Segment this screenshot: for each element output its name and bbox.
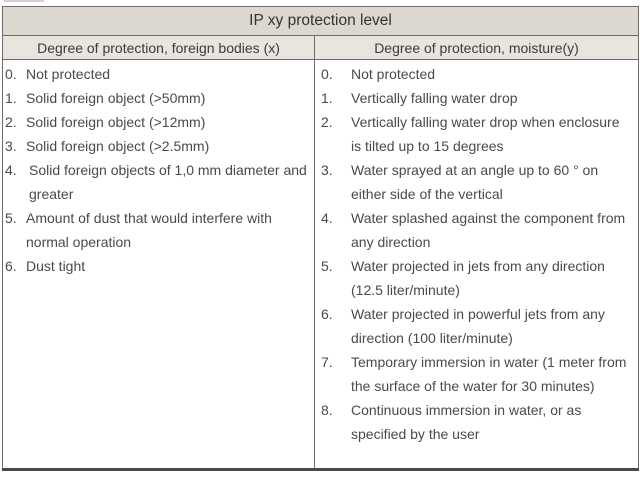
item-number: 2. xyxy=(5,114,17,130)
item-text: Vertically falling water drop when enclosure is tilted up to 15 degrees xyxy=(351,114,620,154)
list-item xyxy=(3,254,314,278)
list-item xyxy=(3,206,314,254)
item-number: 5. xyxy=(321,258,333,274)
list-item xyxy=(315,398,638,446)
foreign-bodies-cell xyxy=(3,60,315,470)
item-text: Continuous immersion in water, or as specified by the user xyxy=(351,402,582,442)
list-item xyxy=(315,254,638,302)
item-text: Temporary immersion in water (1 meter from the surface of the water for 30 minutes) xyxy=(351,354,627,394)
item-number: 1. xyxy=(5,90,17,106)
list-item xyxy=(315,158,638,206)
item-number: 3. xyxy=(5,138,17,154)
list-item xyxy=(3,134,314,158)
foreign-bodies-list xyxy=(3,62,314,278)
item-number: 1. xyxy=(321,90,333,106)
column-header-moisture: Degree of protection, moisture(y) xyxy=(315,36,639,60)
item-number: 0. xyxy=(321,66,333,82)
moisture-cell xyxy=(315,60,639,470)
list-item xyxy=(315,110,638,158)
item-text: Not protected xyxy=(351,66,436,82)
cropped-caption-fragment xyxy=(4,0,44,2)
item-number: 6. xyxy=(5,258,17,274)
item-number: 5. xyxy=(5,210,17,226)
item-number: 2. xyxy=(321,114,333,130)
item-text: Vertically falling water drop xyxy=(351,90,518,106)
item-number: 4. xyxy=(321,210,333,226)
column-header-foreign-bodies: Degree of protection, foreign bodies (x) xyxy=(3,36,315,60)
item-text: Water projected in powerful jets from any direction (100 liter/minute) xyxy=(351,306,605,346)
list-item xyxy=(315,302,638,350)
list-item xyxy=(3,62,314,86)
item-text: Water sprayed at an angle up to 60 ° on either side of the vertical xyxy=(351,162,599,202)
item-number: 0. xyxy=(5,66,17,82)
item-text: Solid foreign object (>12mm) xyxy=(26,114,206,130)
item-number: 6. xyxy=(321,306,333,322)
item-number: 7. xyxy=(321,354,333,370)
item-text: Not protected xyxy=(26,66,111,82)
list-item xyxy=(3,86,314,110)
item-number: 3. xyxy=(321,162,333,178)
item-text: Water projected in jets from any direction (12.5 liter/minute) xyxy=(351,258,605,298)
ip-protection-table xyxy=(2,6,639,471)
item-text: Dust tight xyxy=(26,258,86,274)
item-text: Amount of dust that would interfere with normal operation xyxy=(26,210,272,250)
item-text: Solid foreign object (>2.5mm) xyxy=(26,138,210,154)
list-item xyxy=(315,86,638,110)
list-item xyxy=(315,350,638,398)
table-row xyxy=(3,60,639,470)
item-text: Solid foreign object (>50mm) xyxy=(26,90,206,106)
list-item xyxy=(315,62,638,86)
table-title: IP xy protection level xyxy=(3,7,639,36)
item-number: 4. xyxy=(5,162,17,178)
moisture-list xyxy=(315,62,638,446)
item-text: Solid foreign objects of 1,0 mm diameter and greater xyxy=(29,162,307,202)
list-item xyxy=(3,110,314,134)
item-number: 8. xyxy=(321,402,333,418)
item-text: Water splashed against the component from any direction xyxy=(351,210,626,250)
list-item xyxy=(315,206,638,254)
list-item xyxy=(3,158,314,206)
